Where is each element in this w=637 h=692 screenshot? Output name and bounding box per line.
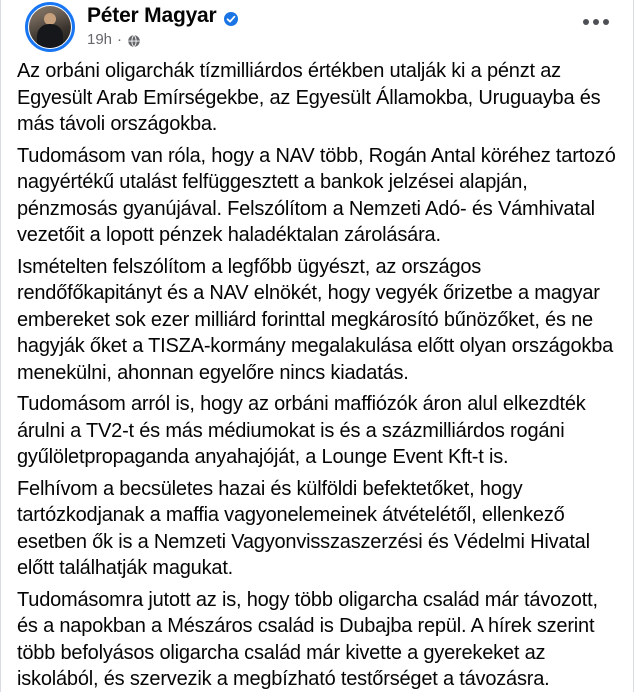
post-meta: [87, 31, 238, 49]
post-paragraph-2: Tudomásom van róla, hogy a NAV több, Rogán Antal köréhez tartozó nagyértékű utalást felfüggesztett a bankok jelzései alapján, pénzmosás gyanújával. Felszólítom a Nemzeti Adó- és Vámhivatal vezetőit a lopott pénzek haladéktalan zárolására.: [17, 144, 616, 246]
meta-separator: ·: [117, 31, 123, 48]
post-content: [1, 56, 633, 692]
avatar-photo-body: [37, 24, 63, 48]
ellipsis-icon: [583, 19, 609, 25]
avatar-photo: [29, 6, 71, 48]
timestamp[interactable]: 19h: [87, 31, 113, 48]
post-paragraph-4: Tudomásom arról is, hogy az orbáni maffiózók áron alul elkezdték árulni a TV2-t és más médiumokat is és a százmilliárdos rogáni gyűlöletpropaganda anyahajóját, a Lounge Event Kft-t is.: [17, 393, 586, 468]
post-paragraph-6: Tudomásomra jutott az is, hogy több oligarcha család már távozott, és a napokban a Mészáros család is Dubajba repül. A hírek szerint több befolyásos oligarcha család már kivette a gyerekeket az iskolából, és szervezik a megbízható testőrséget a távozásra.: [17, 588, 598, 690]
author-name[interactable]: Péter Magyar: [87, 4, 217, 27]
verified-badge-icon: [224, 9, 238, 23]
post-paragraph-3: Ismételten felszólítom a legfőbb ügyészt, az országos rendőfőkapitányt és a NAV elnökét, hogy vegyék őrizetbe a magyar embereket sok ezer milliárd forinttal megkárosító bűnözőket, és ne hagyják őket a TISZA-kormány megalakulása előtt olyan országokba menekülni, ahonnan egyelőre nincs kiadatás.: [17, 255, 614, 384]
name-row: [87, 3, 238, 29]
avatar[interactable]: [25, 2, 75, 52]
post-paragraph-1: Az orbáni oligarchák tízmilliárdos értékben utalják ki a pénzt az Egyesült Arab Emírségekbe, az Egyesült Államokba, Uruguayba és más távoli országokba.: [17, 60, 601, 135]
post-paragraph-5: Felhívom a becsületes hazai és külföldi befektetőket, hogy tartózkodjanak a maffia vagyonelemeinek átvételétől, ellenkező esetben ők is a Nemzeti Vagyonvisszaszerzési és Védelmi Hivatal előtt találhatják magukat.: [17, 477, 590, 579]
globe-public-icon: [127, 34, 141, 48]
header-meta: [87, 3, 238, 49]
post-header: [1, 0, 633, 56]
more-options-button[interactable]: [579, 8, 613, 36]
